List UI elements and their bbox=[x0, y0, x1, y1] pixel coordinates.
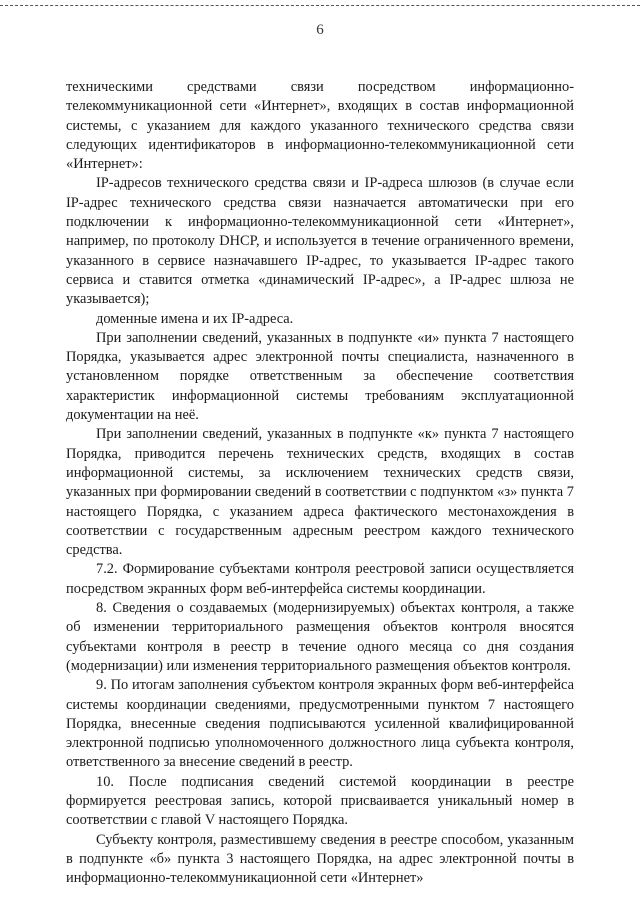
paragraph: 7.2. Формирование субъектами контроля реестровой записи осуществляется посредством экранных форм веб-интерфейса системы координации. bbox=[66, 561, 574, 597]
page-number: 6 bbox=[316, 22, 324, 38]
paragraph: IP-адресов технического средства связи и IP-адреса шлюзов (в случае если IP-адрес технического средства связи назначается автоматически при его подключении к информационно-телекоммуникационной сети «Интернет», например, по протоколу DHCP, и используется в течение ограниченного времени, указанного в сервисе назначавшего IP-адрес, то указывается IP-адрес такого сервиса и ставится отметка «динамический IP-адрес», а IP-адрес шлюза не указывается); bbox=[66, 175, 574, 308]
paragraph: При заполнении сведений, указанных в подпункте «и» пункта 7 настоящего Порядка, указывается адрес электронной почты специалиста, назначенного в установленном порядке ответственным за обеспечение соответствия характеристик информационной системы требованиям эксплуатационной документации на неё. bbox=[66, 329, 574, 424]
paragraph: доменные имена и их IP-адреса. bbox=[96, 310, 294, 327]
document-body bbox=[66, 78, 574, 888]
paragraph: Субъекту контроля, разместившему сведения в реестре способом, указанным в подпункте «б» пункта 3 настоящего Порядка, на адрес электронной почты в информационно-телекоммуникационной сети «Интернет» bbox=[66, 831, 574, 887]
paragraph: При заполнении сведений, указанных в подпункте «к» пункта 7 настоящего Порядка, приводится перечень технических средств, входящих в состав информационной системы, за исключением технических средств связи, указанных при формировании сведений в соответствии с подпунктом «з» пункта 7 настоящего Порядка, с указанием адреса фактического местонахождения в соответствии с государственным адресным реестром каждого технического средства. bbox=[66, 426, 574, 559]
scan-top-edge-line bbox=[0, 5, 640, 6]
paragraph: 10. После подписания сведений системой координации в реестре формируется реестровая запись, которой присваивается уникальный номер в соответствии с главой V настоящего Порядка. bbox=[66, 773, 574, 829]
paragraph: 9. По итогам заполнения субъектом контроля экранных форм веб-интерфейса системы координации сведениями, предусмотренными пунктом 7 настоящего Порядка, внесенные сведения подписываются усиленной квалифицированной электронной подписью уполномоченного должностного лица субъекта контроля, ответственного за внесение сведений в реестр. bbox=[66, 677, 574, 771]
paragraph: техническими средствами связи посредством информационно-телекоммуникационной сети «Интернет», входящих в состав информационной системы, с указанием для каждого указанного технического средства связи следующих идентификаторов в информационно-телекоммуникационной сети «Интернет»: bbox=[66, 79, 574, 173]
paragraph: 8. Сведения о создаваемых (модернизируемых) объектах контроля, а также об изменении территориального размещения объектов контроля вносятся субъектами контроля в реестр в течение одного месяца со дня создания (модернизации) или изменения территориального размещения объектов контроля. bbox=[66, 600, 574, 674]
